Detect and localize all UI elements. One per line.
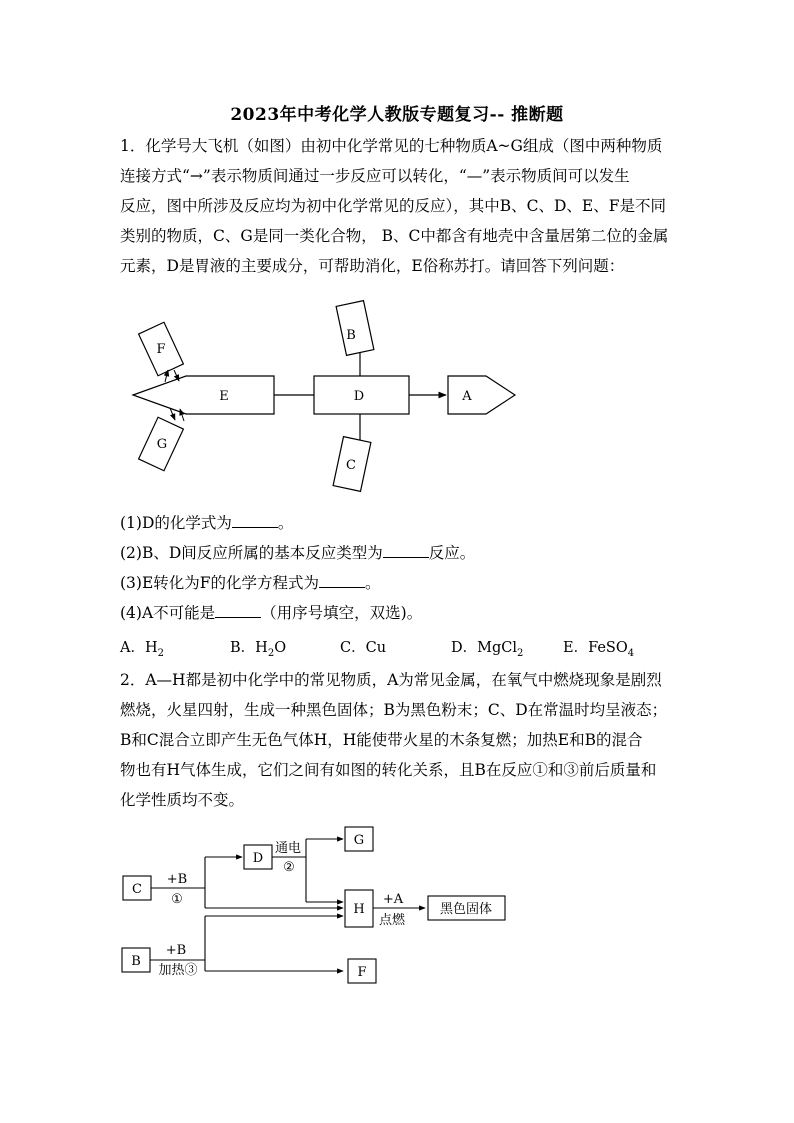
label-d: D [252, 851, 264, 866]
label-g: G [156, 437, 168, 452]
label-a: A [462, 389, 472, 404]
choice-e-text: E．FeSO [563, 640, 628, 656]
reaction-3-reagent: +B [165, 943, 187, 958]
q2-line: 燃烧，火星四射，生成一种黑色固体；B为黑色粉末；C、D在常温时均呈液态； [120, 701, 668, 719]
q1-line: 反应，图中所涉及反应均为初中化学常见的反应），其中B、C、D、E、F是不同 [120, 197, 666, 215]
q2-line: 2．A—H都是初中化学中的常见物质，A为常见金属，在氧气中燃烧现象是剧烈 [120, 671, 662, 689]
reaction-4-condition: 点燃 [378, 913, 406, 928]
label-b: B [131, 954, 141, 969]
label-c: C [132, 882, 142, 897]
q2-line: 化学性质均不变。 [120, 791, 245, 809]
choice-c[interactable]: C．Cu [340, 640, 387, 656]
label-f: F [156, 342, 166, 357]
label-black-solid: 黑色固体 [439, 902, 493, 917]
choice-a-text: A．H [120, 640, 158, 656]
reaction-4-reagent: +A [382, 892, 404, 907]
subquestion-1-text: (1)D的化学式为 [120, 514, 232, 532]
reaction-3-condition: 加热③ [158, 963, 198, 978]
label-f: F [357, 965, 367, 980]
subquestion-3-tail: 。 [365, 574, 381, 592]
choice-a-subscript: 2 [157, 647, 164, 659]
page-title: 2023年中考化学人教版专题复习-- 推断题 [230, 105, 564, 125]
choice-b-text-tail: O [274, 640, 287, 656]
q2-line: B和C混合立即产生无色气体H，H能使带火星的木条复燃；加热E和B的混合 [120, 731, 643, 749]
subquestion-2-text: (2)B、D间反应所属的基本反应类型为 [120, 544, 383, 562]
q1-line: 连接方式“→”表示物质间通过一步反应可以转化，“—”表示物质间可以发生 [120, 167, 630, 185]
choice-d-text: D．MgCl [451, 640, 517, 656]
choice-e-subscript: 4 [627, 647, 635, 659]
subquestion-3-text: (3)E转化为F的化学方程式为 [120, 574, 320, 592]
reaction-2-number: ② [283, 860, 295, 875]
reaction-2-condition: 通电 [274, 841, 302, 856]
label-g: G [353, 833, 365, 848]
subquestion-2-tail: 反应。 [428, 544, 476, 562]
choice-b-text: B．H [230, 640, 268, 656]
choice-d-subscript: 2 [517, 647, 524, 659]
subquestion-4-tail: （用序号填空，双选)。 [261, 604, 423, 622]
q2-line: 物也有H气体生成，它们之间有如图的转化关系，且B在反应①和③前后质量和 [120, 761, 657, 779]
reaction-1-number: ① [171, 892, 183, 907]
label-h: H [353, 902, 365, 917]
label-d: D [353, 389, 365, 404]
choice-b-subscript: 2 [267, 647, 275, 659]
q1-line: 类别的物质，C、G是同一类化合物， B、C中都含有地壳中含量居第二位的金属 [120, 227, 669, 245]
label-b: B [346, 328, 356, 343]
reaction-1-reagent: +B [166, 872, 188, 887]
subquestion-4-text: (4)A不可能是 [120, 604, 216, 622]
label-e: E [219, 389, 229, 404]
label-c: C [346, 458, 356, 473]
q1-line: 元素，D是胃液的主要成分，可帮助消化，E俗称苏打。请回答下列问题： [120, 257, 625, 275]
subquestion-1-tail: 。 [277, 514, 294, 532]
q1-line: 1．化学号大飞机（如图）由初中化学常见的七种物质A~G组成（图中两种物质 [120, 137, 663, 155]
